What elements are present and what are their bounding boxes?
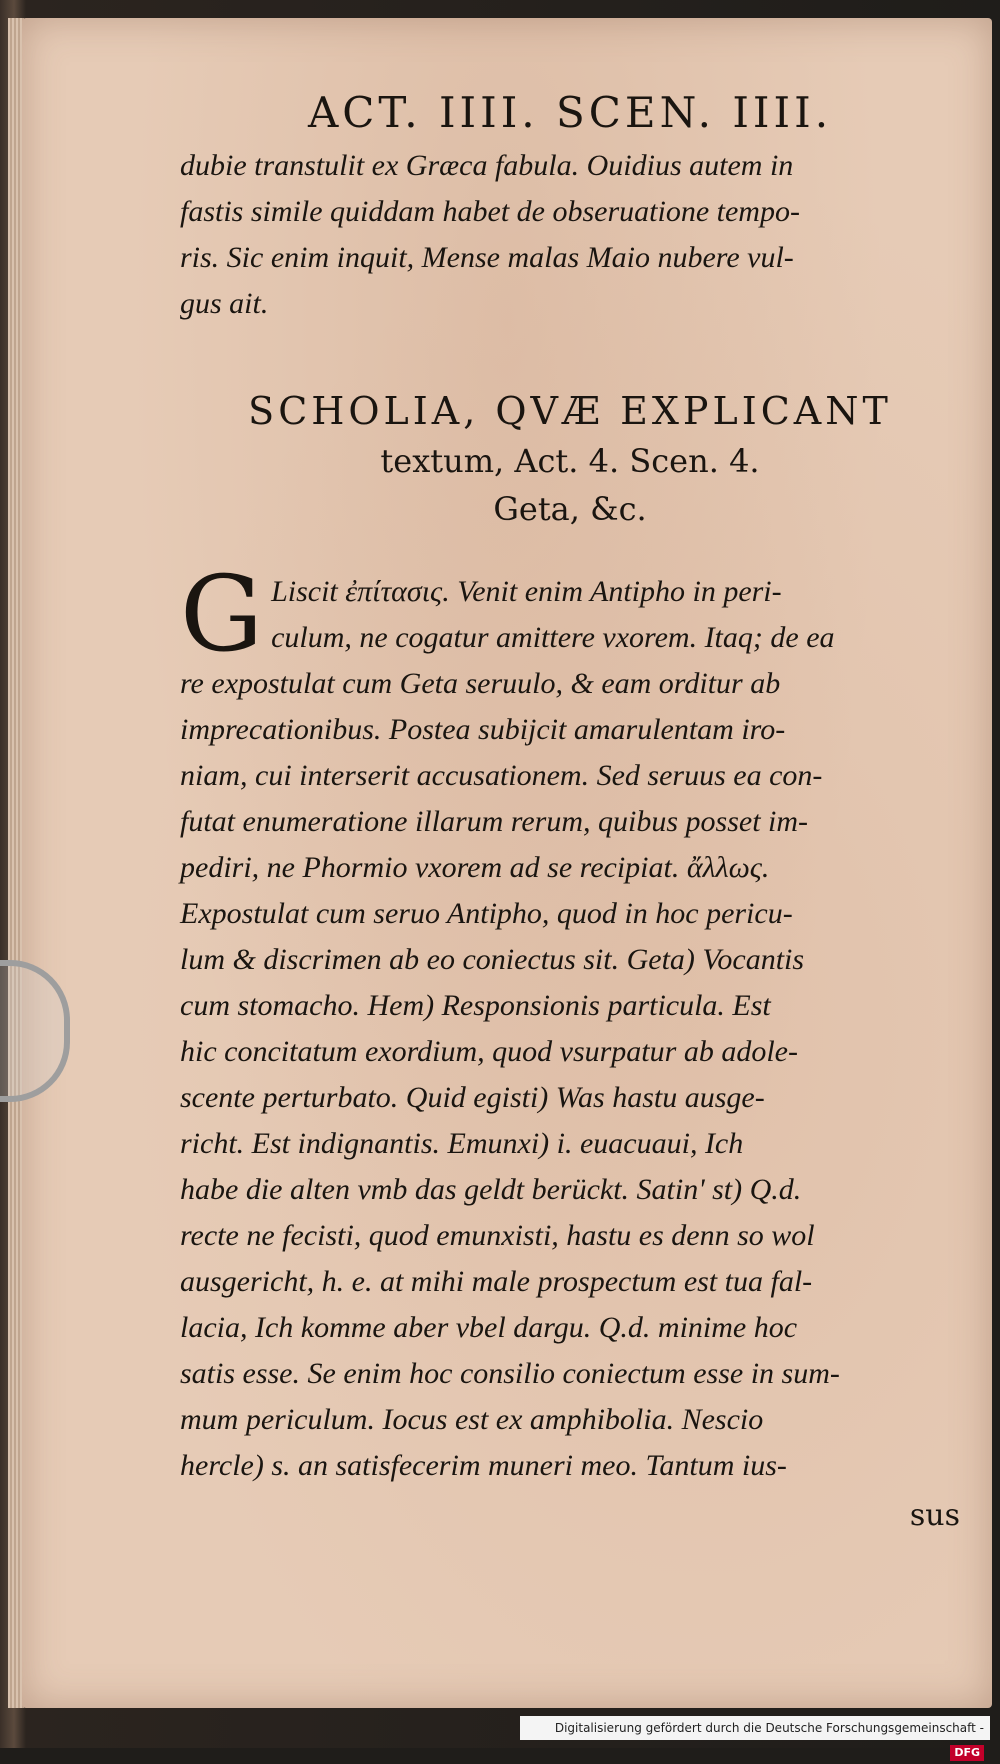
body-line: Liscit ἐπίτασις. Venit enim Antipho in peri- — [271, 575, 782, 608]
body-line: imprecationibus. Postea subijcit amarulentam iro- — [180, 713, 786, 746]
scholia-body — [180, 553, 960, 1539]
body-line: culum, ne cogatur amittere vxorem. Itaq; de ea — [271, 621, 835, 654]
body-line: recte ne fecisti, quod emunxisti, hastu es denn so wol — [180, 1219, 815, 1252]
body-line: hic concitatum exordium, quod vsurpatur ab adole- — [180, 1035, 798, 1068]
body-line: mum periculum. Iocus est ex amphibolia. Nescio — [180, 1403, 764, 1436]
top-paragraph — [180, 143, 960, 327]
body-line: futat enumeratione illarum rerum, quibus posset im- — [180, 805, 809, 838]
body-line: habe die alten vmb das geldt berückt. Satin' st) Q.d. — [180, 1173, 802, 1206]
text-line: dubie transtulit ex Græca fabula. Ouidius autem in — [180, 149, 794, 182]
drop-cap: G — [180, 553, 264, 675]
body-line: pediri, ne Phormio vxorem ad se recipiat. ἄλλως. — [180, 851, 770, 884]
text-line: ris. Sic enim inquit, Mense malas Maio nubere vul- — [180, 241, 794, 274]
body-line: ausgericht, h. e. at mihi male prospectum est tua fal- — [180, 1265, 813, 1298]
catchword: sus — [909, 1498, 960, 1533]
body-line: hercle) s. an satisfecerim muneri meo. Tantum ius- — [180, 1449, 787, 1482]
section-title — [180, 385, 960, 533]
body-line: lum & discrimen ab eo coniectus sit. Geta) Vocantis — [180, 943, 805, 976]
section-title-line1: SCHOLIA, QVÆ EXPLICANT — [248, 389, 892, 433]
body-line: niam, cui interserit accusationem. Sed seruus ea con- — [180, 759, 823, 792]
body-line: satis esse. Se enim hoc consilio coniectum esse in sum- — [180, 1357, 840, 1390]
section-title-line3: Geta, &c. — [493, 490, 647, 528]
digitization-footer — [520, 1716, 990, 1759]
body-line: scente perturbato. Quid egisti) Was hastu ausge- — [180, 1081, 765, 1114]
page-content — [180, 70, 960, 1539]
body-line: lacia, Ich komme aber vbel dargu. Q.d. minime hoc — [180, 1311, 798, 1344]
text-line: gus ait. — [180, 287, 269, 320]
running-head: ACT. IIII. SCEN. IIII. — [307, 88, 833, 137]
body-line: Expostulat cum seruo Antipho, quod in hoc pericu- — [180, 897, 793, 930]
dfg-logo-badge[interactable]: DFG — [950, 1745, 984, 1761]
body-line: richt. Est indignantis. Emunxi) i. euacuaui, Ich — [180, 1127, 744, 1160]
text-line: fastis simile quiddam habet de obseruatione tempo- — [180, 195, 800, 228]
body-line: re expostulat cum Geta seruulo, & eam orditur ab — [180, 667, 781, 700]
section-title-line2: textum, Act. 4. Scen. 4. — [380, 442, 760, 480]
footer-text: Digitalisierung gefördert durch die Deutsche Forschungsgemeinschaft - — [554, 1721, 984, 1735]
body-line: cum stomacho. Hem) Responsionis particula. Est — [180, 989, 771, 1022]
